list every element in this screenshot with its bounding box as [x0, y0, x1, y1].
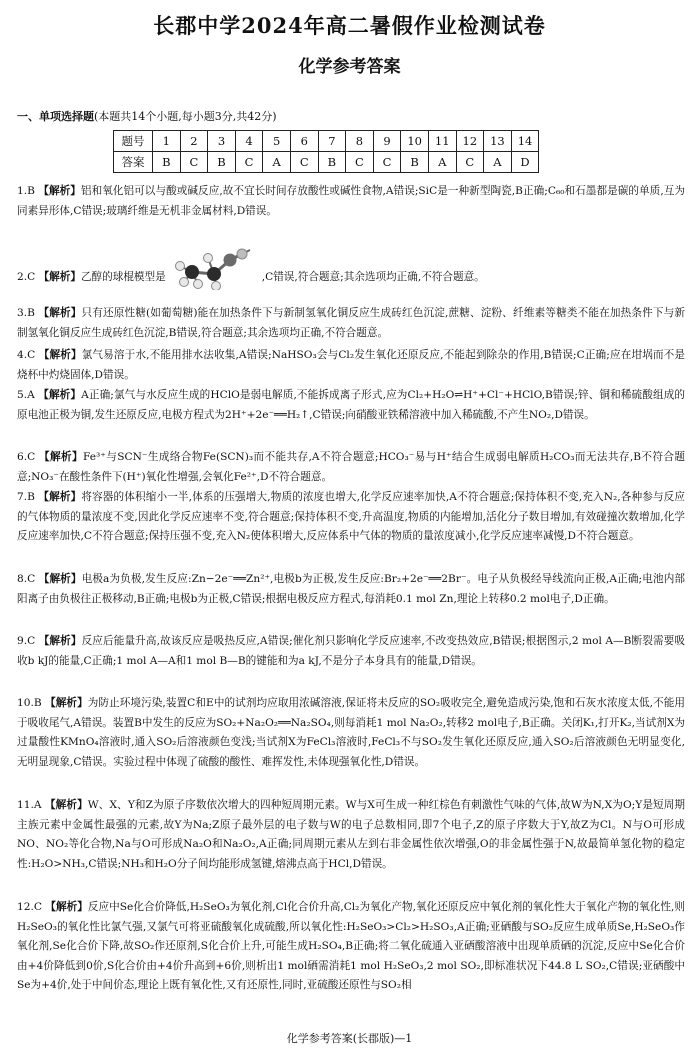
explanation-text: 电极a为负极,发生反应:Zn−2e⁻══Zn²⁺,电极b为正极,发生反应:Br₂+2e⁻══2Br⁻。电子从负极经导线流向正极,A正确;电池内部阳离子由负极往正极移动,B正确;电极b为正极,C错误;根据电极反应方程式,每消耗0.1 mol Zn,理论上转移0.2 mol电子,D正确。 — [17, 573, 686, 605]
answer-cell: B — [401, 152, 429, 173]
explanation-tag: 【解析】 — [38, 491, 82, 503]
explanation-number: 8.C — [17, 573, 36, 585]
explanation-text: 乙醇的球棍模型是 — [80, 271, 166, 283]
explanation-text: A正确;氯气与水反应生成的HClO是弱电解质,不能拆成离子形式,应为Cl₂+H₂O⇌H⁺+Cl⁻+HClO,B错误;锌、铜和稀硫酸组成的原电池正极为铜,发生还原反应,电极方程式为2H⁺+2e⁻══H₂↑,C错误;向硝酸亚铁稀溶液中加入稀硫酸,不产生NO₂,D错误。 — [17, 389, 685, 421]
explanation-text: 反应后能量升高,故该反应是吸热反应,A错误;催化剂只影响化学反应速率,不改变热效应,B错误;根据图示,2 mol A—B断裂需要吸收b kJ的能量,C正确;1 mol A—A和1 mol B—B的键能和为a kJ,不是分子本身具有的能量,D错误。 — [17, 635, 685, 667]
explanation-tag: 【解析】 — [38, 389, 82, 401]
explanation-1 — [17, 182, 685, 221]
question-number-cell: 9 — [373, 131, 401, 152]
explanation-tag: 【解析】 — [38, 185, 81, 197]
explanation-tag: 【解析】 — [39, 451, 83, 463]
explanation-6 — [17, 448, 685, 487]
answer-table — [113, 130, 539, 173]
explanation-number: 12.C — [17, 901, 42, 913]
answer-cell: C — [235, 152, 263, 173]
explanation-text: ,C错误,符合题意;其余选项均正确,不符合题意。 — [261, 271, 485, 283]
question-number-cell: 12 — [456, 131, 484, 152]
answer-cell: C — [290, 152, 318, 173]
question-number-cell: 4 — [235, 131, 263, 152]
explanation-number: 5.A — [17, 389, 35, 401]
explanation-tag: 【解析】 — [44, 799, 88, 811]
question-number-cell: 6 — [290, 131, 318, 152]
question-number-cell: 1 — [153, 131, 181, 152]
question-number-cell: 3 — [208, 131, 236, 152]
answer-cell: C — [180, 152, 208, 173]
section-label: 一、单项选择题 — [17, 110, 94, 123]
answer-cell: A — [263, 152, 291, 173]
page-title: 长郡中学2024年高二暑假作业检测试卷 — [153, 13, 546, 38]
explanation-3 — [17, 304, 685, 343]
ethanol-ball-stick-model — [170, 244, 258, 310]
section-heading — [17, 108, 277, 124]
answer-cell: B — [153, 152, 181, 173]
explanation-9 — [17, 632, 685, 671]
page-footer: 化学参考答案(长郡版)—1 — [286, 1032, 413, 1045]
explanation-text: 氯气易溶于水,不能用排水法收集,A错误;NaHSO₃会与Cl₂发生氧化还原反应,不能起到除杂的作用,B错误;C正确;应在坩埚而不是烧杯中灼烧固体,D错误。 — [17, 349, 686, 381]
answer-cell: D — [511, 152, 539, 173]
explanation-number: 10.B — [17, 697, 42, 709]
explanation-tag: 【解析】 — [38, 635, 82, 647]
answer-cell: A — [484, 152, 512, 173]
explanation-12 — [17, 898, 685, 996]
explanation-text: 铝和氧化铝可以与酸或碱反应,故不宜长时间存放酸性或碱性食物,A错误;SiC是一种新型陶瓷,B正确;C₆₀和石墨都是碳的单质,互为同素异形体,C错误;玻璃纤维是无机非金属材料,D错误。 — [17, 185, 685, 217]
explanation-number: 2.C — [17, 271, 36, 283]
explanation-text: 为防止环境污染,装置C和E中的试剂均应取用浓碱溶液,保证将未反应的SO₂吸收完全,避免造成污染,饱和石灰水浓度太低,不能用于吸收尾气,A错误。装置B中发生的反应为SO₂+Na₂O₂══Na₂SO₄,则每消耗1 mol Na₂O₂,转移2 mol电子,B正确。关闭K₁,打开K₂,当试剂X为过量酸性KMnO₄溶液时,通入SO₂后溶液颜色变浅;当试剂X为FeCl₃溶液时,FeCl₃不与SO₂发生氧化还原反应,通入SO₂后溶液颜色无明显变化,无明显现象,C错误。实验过程中体现了硫酸的酸性、难挥发性,未体现强氧化性,D错误。 — [17, 697, 686, 768]
answer-cell: C — [346, 152, 374, 173]
explanation-number: 3.B — [17, 307, 35, 319]
answer-table-answer-header: 答案 — [114, 152, 153, 173]
explanation-text: W、X、Y和Z为原子序数依次增大的四种短周期元素。W与X可生成一种红棕色有刺激性气味的气体,故W为N,X为O;Y是短周期主族元素中金属性最强的元素,故Y为Na;Z原子最外层的电子数与W的电子总数相同,即7个电子,Z的原子序数大于Y,故Z为Cl。N与O可形成NO、NO₂等化合物,Na与O可形成Na₂O和Na₂O₂,A正确;同周期元素从左到右非金属性依次增强,O的非金属性强于N,故最简单氢化物的稳定性:H₂O>NH₃,C错误;NH₃和H₂O分子间均能形成氢键,熔沸点高于HCl,D错误。 — [17, 799, 686, 870]
page-subtitle: 化学参考答案 — [298, 57, 401, 77]
answer-cell: B — [208, 152, 236, 173]
answer-cell: C — [456, 152, 484, 173]
explanation-tag: 【解析】 — [38, 573, 82, 585]
explanation-11 — [17, 796, 685, 874]
question-number-cell: 13 — [484, 131, 512, 152]
explanation-number: 6.C — [17, 451, 36, 463]
answer-table-number-header: 题号 — [114, 131, 153, 152]
explanation-number: 11.A — [17, 799, 42, 811]
explanation-tag: 【解析】 — [38, 271, 81, 283]
section-note: (本题共14个小题,每小题3分,共42分) — [94, 110, 277, 123]
explanation-number: 4.C — [17, 349, 36, 361]
question-number-cell: 2 — [180, 131, 208, 152]
answer-cell: C — [373, 152, 401, 173]
question-number-cell: 11 — [428, 131, 456, 152]
question-number-cell: 10 — [401, 131, 429, 152]
explanation-tag: 【解析】 — [45, 901, 88, 913]
explanation-number: 9.C — [17, 635, 36, 647]
question-number-cell: 8 — [346, 131, 374, 152]
explanation-text: 反应中Se化合价降低,H₂SeO₃为氧化剂,Cl化合价升高,Cl₂为氧化产物,氧化还原反应中氧化剂的氧化性大于氧化产物的氧化性,则H₂SeO₃的氧化性比氯气强,又氯气可将亚硫酸氧化成硫酸,所以氧化性:H₂SeO₃>Cl₂>H₂SO₃,A正确;亚硒酸与SO₂反应生成单质Se,H₂SeO₃作氧化剂,Se化合价下降,故SO₂作还原剂,S化合价上升,可能生成H₂SO₄,B正确;将二氧化硫通入亚硒酸溶液中出现单质硒的沉淀,反应中Se化合价由+4价降低到0价,S化合价由+4价升高到+6价,则析出1 mol硒需消耗1 mol H₂SeO₃,2 mol SO₂,即标准状况下44.8 L SO₂,C错误;亚硒酸中Se为+4价,处于中间价态,理论上既有氧化性,又有还原性,同时,亚硫酸还原性与SO₂相 — [17, 901, 686, 992]
explanation-8 — [17, 570, 685, 609]
answer-cell: B — [318, 152, 346, 173]
question-number-cell: 5 — [263, 131, 291, 152]
explanation-tag: 【解析】 — [38, 307, 82, 319]
explanation-tag: 【解析】 — [45, 697, 88, 709]
explanation-text: Fe³⁺与SCN⁻生成络合物Fe(SCN)₃而不能共存,A不符合题意;HCO₃⁻易与H⁺结合生成弱电解质H₂CO₃而无法共存,B不符合题意;NO₃⁻在酸性条件下(H⁺)氧化性增强,会氧化Fe²⁺,D不符合题意。 — [17, 451, 686, 483]
explanation-4 — [17, 346, 685, 385]
explanation-text: 将容器的体积缩小一半,体系的压强增大,物质的浓度也增大,化学反应速率加快,A不符合题意;保持体积不变,充入N₂,各种参与反应的气体物质的量浓度不变,因此化学反应速率不变,符合题意;保持体积不变,升高温度,物质的内能增加,活化分子数目增加,有效碰撞次数增加,化学反应速率加快,C不符合题意;保持压强不变,充入N₂使体积增大,反应体系中气体的物质的量浓度减小,化学反应速率减慢,D不符合题意。 — [17, 491, 686, 543]
explanation-number: 1.B — [17, 185, 35, 197]
explanation-text: 只有还原性糖(如葡萄糖)能在加热条件下与新制氢氧化铜反应生成砖红色沉淀,蔗糖、淀粉、纤维素等糖类不能在加热条件下与新制氢氧化铜反应生成砖红色沉淀,B错误,符合题意;其余选项均正确,不符合题意。 — [17, 307, 685, 339]
explanation-tag: 【解析】 — [38, 349, 82, 361]
question-number-cell: 7 — [318, 131, 346, 152]
explanation-number: 7.B — [17, 491, 35, 503]
explanation-10 — [17, 694, 685, 772]
answer-cell: A — [428, 152, 456, 173]
explanation-5 — [17, 386, 685, 425]
explanation-2 — [17, 244, 685, 310]
explanation-7 — [17, 488, 685, 547]
question-number-cell: 14 — [511, 131, 539, 152]
